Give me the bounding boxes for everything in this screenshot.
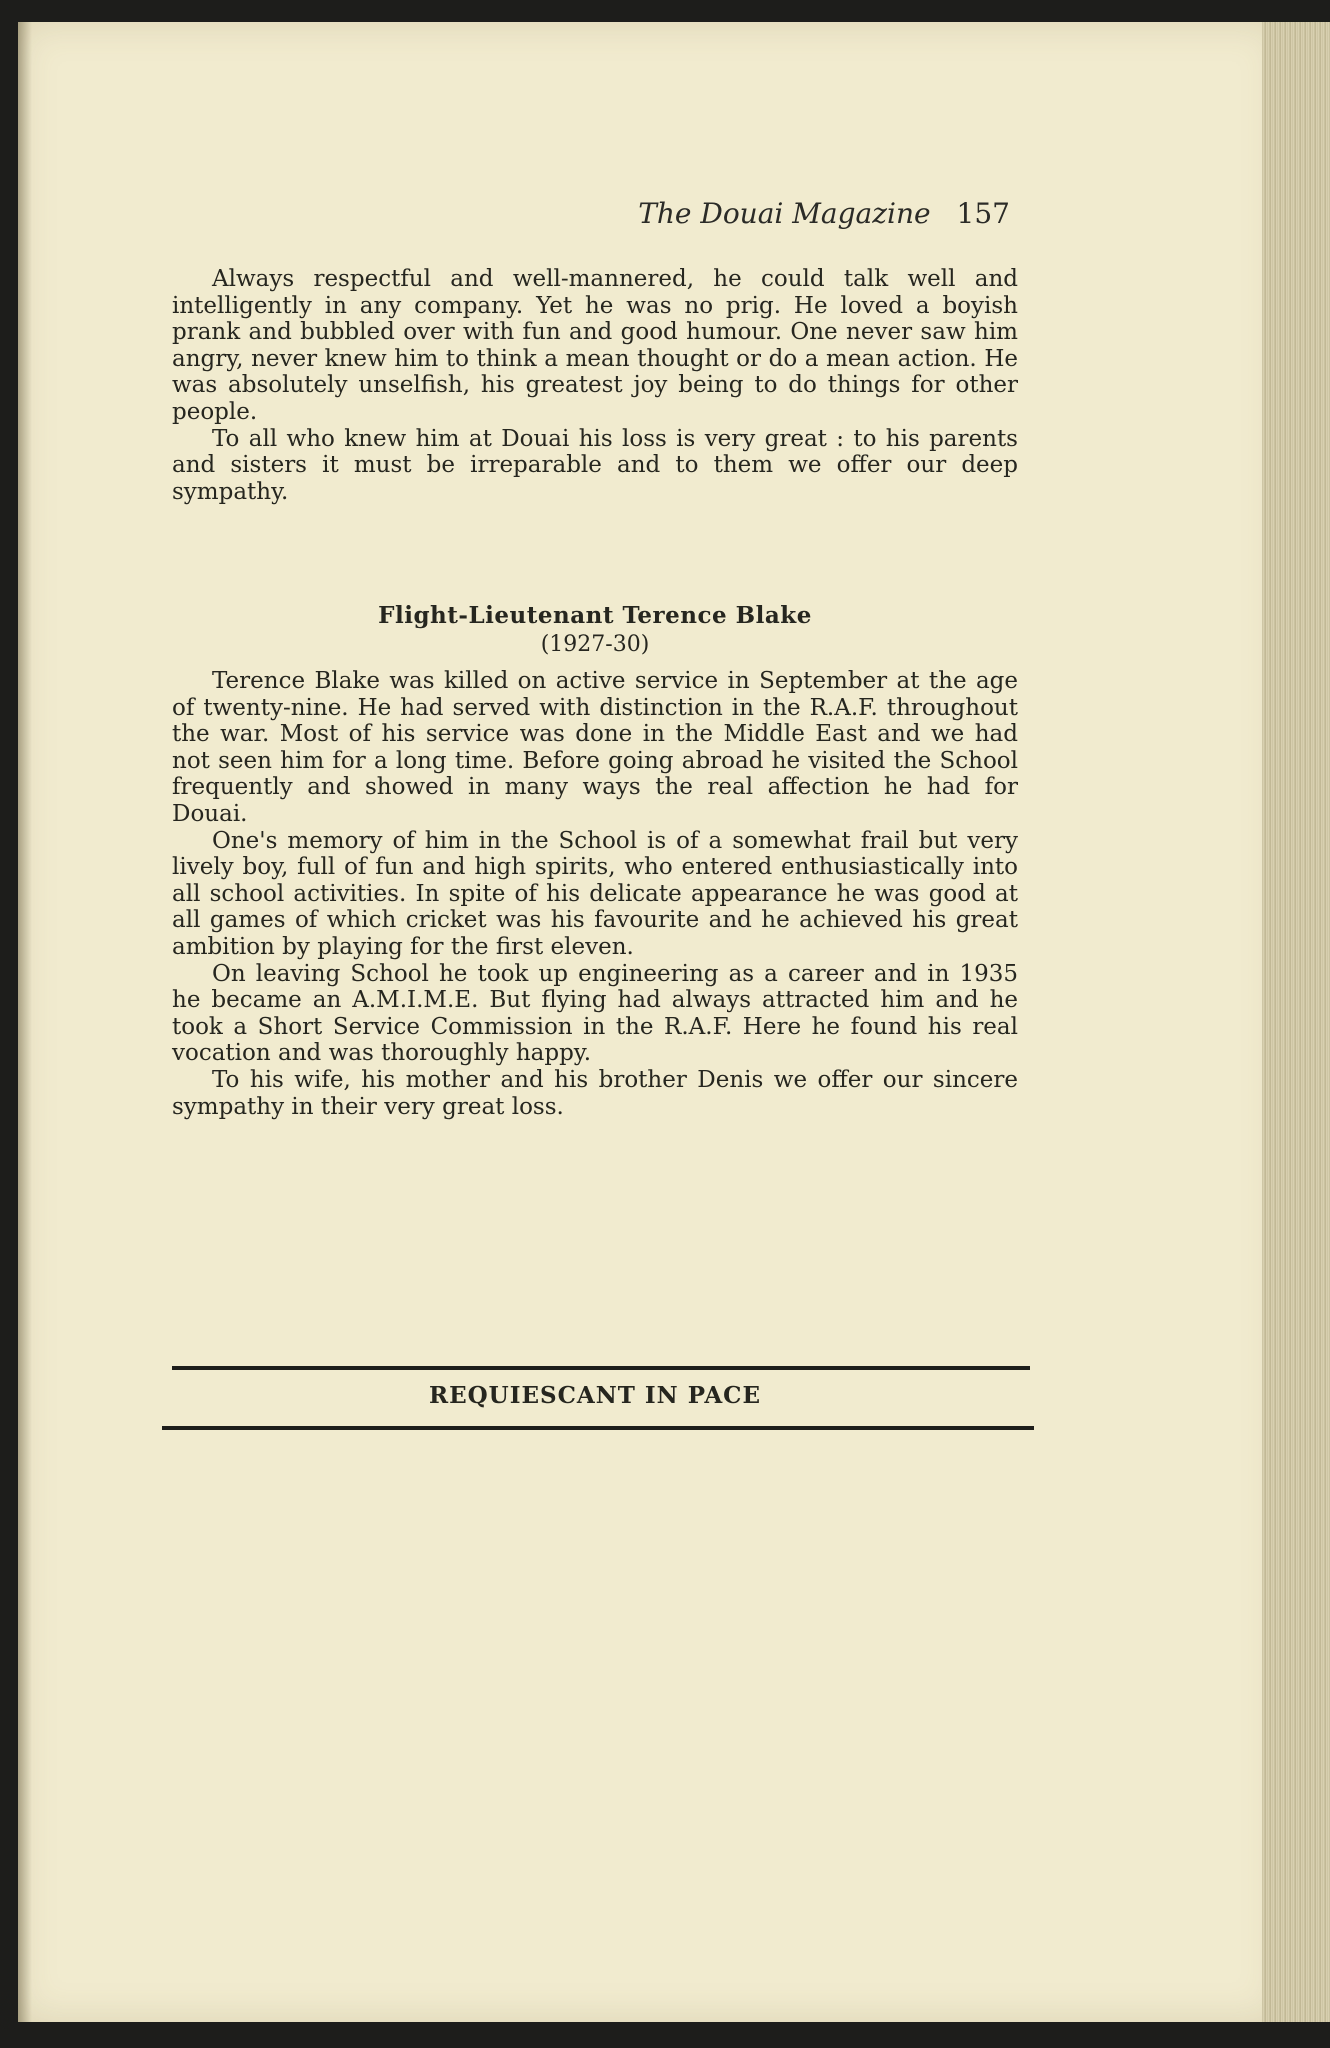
paragraph: Always respectful and well-mannered, he could talk well and intelligently in any company. Yet he was no prig. He loved a boyish prank and bubbled over with fun and good humour. One never saw him angry, never knew him to think a mean thought or do a mean action. He was absolutely unselfish, his greatest joy being to do things for other people.	[172, 266, 1018, 425]
obituary-dates: (1927-30)	[540, 632, 650, 657]
paragraph: Terence Blake was killed on active service in September at the age of twenty-nine. He had served with distinction in the R.A.F. throughout the war. Most of his service was done in the Middle East and we had not seen him for a long time. Before going abroad he visited the School frequently and showed in many ways the real affection he had for Douai.	[172, 668, 1018, 827]
paragraph: To his wife, his mother and his brother Denis we offer our sincere sympathy in their very great loss.	[172, 1066, 1018, 1120]
requiescant-banner: REQUIESCANT IN PACE	[428, 1382, 762, 1409]
magazine-title: The Douai Magazine	[638, 197, 931, 230]
spine-shadow	[18, 22, 32, 2022]
obituary-body	[172, 668, 1018, 1120]
paragraph: To all who knew him at Douai his loss is very great : to his parents and sisters it must be irreparable and to them we offer our deep sympathy.	[172, 425, 1018, 505]
obituary-continued	[172, 266, 1018, 505]
banner-rule-top	[172, 1366, 1030, 1370]
running-header	[500, 197, 1010, 230]
page-number: 157	[956, 197, 1010, 230]
obituary-title: Flight-Lieutenant Terence Blake	[378, 602, 812, 629]
paragraph: On leaving School he took up engineering as a career and in 1935 he became an A.M.I.M.E. But flying had always attracted him and he took a Short Service Commission in the R.A.F. Here he found his real vocation and was thoroughly happy.	[172, 960, 1018, 1067]
page-fore-edge	[1262, 22, 1330, 2022]
banner-rule-bottom	[162, 1426, 1034, 1430]
paragraph: One's memory of him in the School is of a somewhat frail but very lively boy, full of fun and high spirits, who entered enthusiastically into all school activities. In spite of his delicate appearance he was good at all games of which cricket was his favourite and he achieved his great ambition by playing for the first eleven.	[172, 827, 1018, 960]
